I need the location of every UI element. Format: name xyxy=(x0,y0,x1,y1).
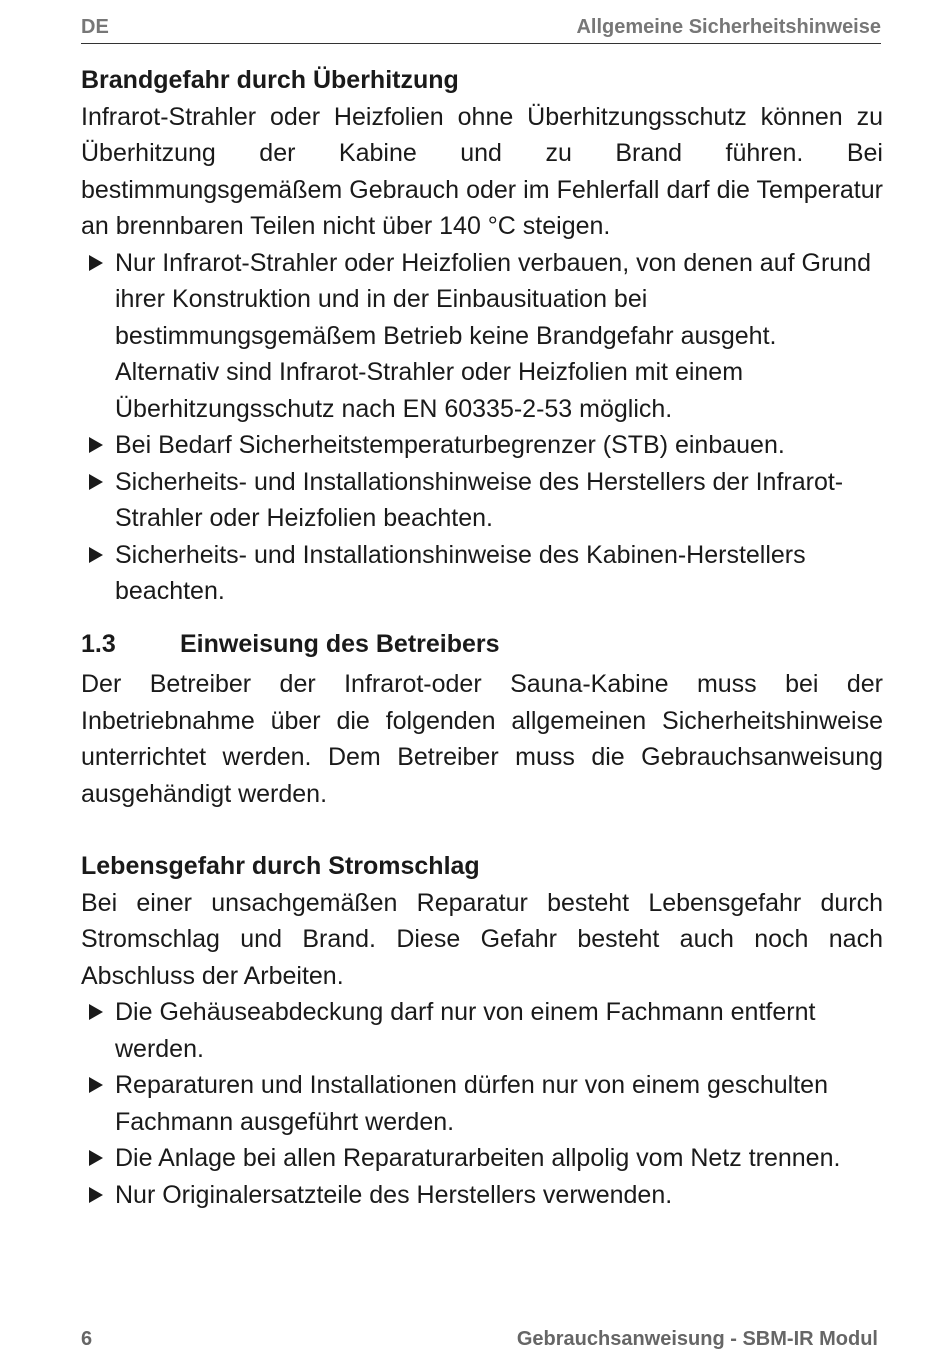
section-number: 1.3 xyxy=(81,629,116,658)
shock-hazard-intro: Bei einer unsachgemäßen Reparatur besteht Lebensgefahr durch Stromschlag und Brand. Diese Gefahr besteht auch noch nach Abschluss der Arbeiten. xyxy=(81,888,883,990)
triangle-bullet-icon xyxy=(89,474,103,490)
list-item: Sicherheits- und Installationshinweise des Herstellers der Infrarot-Strahler oder Heizfolien beachten. xyxy=(81,464,883,537)
list-item: Nur Infrarot-Strahler oder Heizfolien verbauen, von denen auf Grund ihrer Konstruktion und in der Einbausituation bei bestimmungsgemäßem Betrieb keine Brandgefahr ausgeht. Alternativ sind Infrarot-Strahler oder Heizfolien mit einem Überhitzungsschutz nach EN 60335-2-53 möglich. xyxy=(81,245,883,428)
list-item: Die Gehäuseabdeckung darf nur von einem Fachmann entfernt werden. xyxy=(81,994,883,1067)
page-number: 6 xyxy=(81,1328,93,1350)
section-heading xyxy=(81,626,883,663)
section-title: Einweisung des Betreibers xyxy=(180,629,500,658)
triangle-bullet-icon xyxy=(89,1077,103,1093)
list-item: Die Anlage bei allen Reparaturarbeiten allpolig vom Netz trennen. xyxy=(81,1140,883,1177)
triangle-bullet-icon xyxy=(89,1187,103,1203)
page-content xyxy=(81,62,883,1213)
language-label: DE xyxy=(81,16,109,38)
triangle-bullet-icon xyxy=(89,547,103,563)
list-item: Bei Bedarf Sicherheitstemperaturbegrenzer (STB) einbauen. xyxy=(81,427,883,464)
fire-hazard-heading: Brandgefahr durch Überhitzung xyxy=(81,66,459,94)
fire-hazard-list xyxy=(81,245,883,610)
fire-hazard-intro: Infrarot-Strahler oder Heizfolien ohne Überhitzungsschutz können zu Überhitzung der Kabine und zu Brand führen. Bei bestimmungsgemäßem Gebrauch oder im Fehlerfall darf die Temperatur an brennbaren Teilen nicht über 140 °C steigen. xyxy=(81,102,883,240)
section-text: Der Betreiber der Infrarot-oder Sauna-Kabine muss bei der Inbetriebnahme über die folgenden allgemeinen Sicherheitshinweise unterrichtet werden. Dem Betreiber muss die Gebrauchsanweisung ausgehändigt werden. xyxy=(81,670,883,808)
page-footer xyxy=(81,1328,878,1351)
list-item: Nur Originalersatzteile des Herstellers verwenden. xyxy=(81,1177,883,1214)
shock-hazard-list xyxy=(81,994,883,1213)
page-header xyxy=(81,10,881,44)
triangle-bullet-icon xyxy=(89,437,103,453)
list-item: Sicherheits- und Installationshinweise des Kabinen-Herstellers beachten. xyxy=(81,537,883,610)
triangle-bullet-icon xyxy=(89,255,103,271)
triangle-bullet-icon xyxy=(89,1004,103,1020)
triangle-bullet-icon xyxy=(89,1150,103,1166)
footer-title: Gebrauchsanweisung - SBM-IR Modul xyxy=(516,1328,878,1350)
header-title: Allgemeine Sicherheitshinweise xyxy=(576,16,881,38)
list-item: Reparaturen und Installationen dürfen nur von einem geschulten Fachmann ausgeführt werden. xyxy=(81,1067,883,1140)
shock-hazard-heading: Lebensgefahr durch Stromschlag xyxy=(81,852,480,880)
